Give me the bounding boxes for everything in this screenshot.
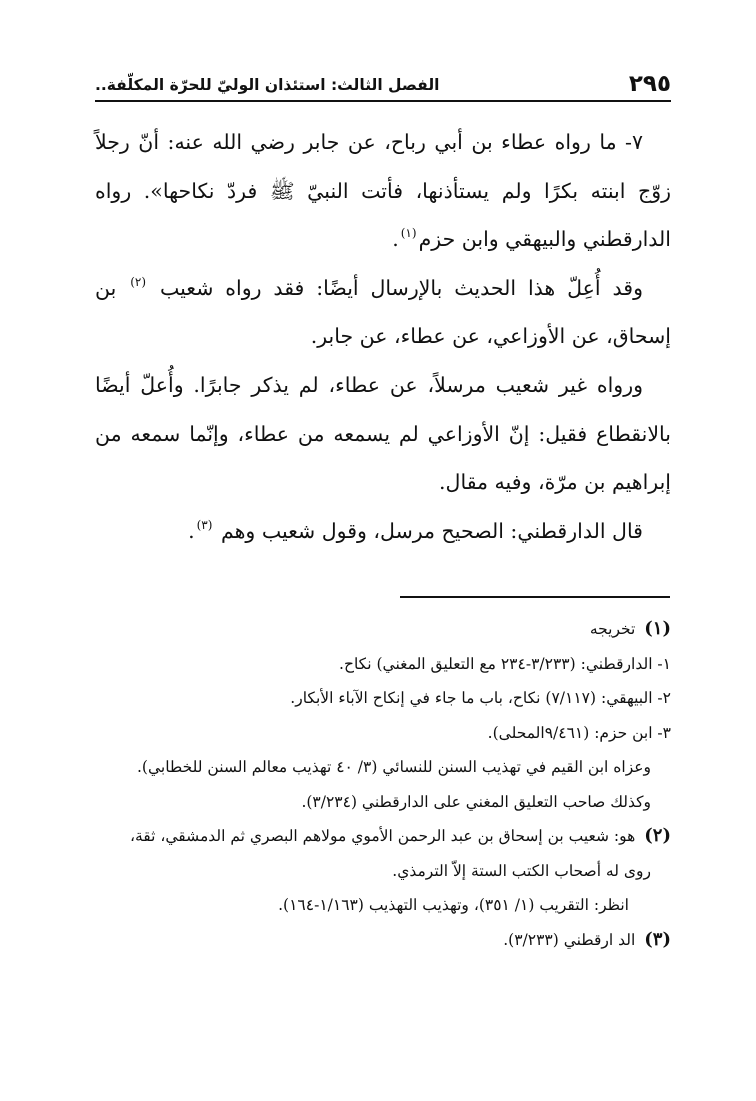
footnote-number: (٢) <box>644 825 671 846</box>
paragraph-irsal <box>95 264 671 361</box>
footnote-ref-3[interactable]: (٣) <box>196 517 213 532</box>
page-number: ٢٩٥ <box>628 71 671 97</box>
footnote-number: (١) <box>644 618 671 639</box>
page-header <box>95 70 671 102</box>
paragraph-text: ورواه غير شعيب مرسلاً، عن عطاء، لم يذكر جابرًا. وأُعلّ أيضًا بالانقطاع فقيل: إنّ الأوزاعي لم يسمعه من عطاء، وإنّما سمعه من إبراهيم بن مرّة، وفيه مقال. <box>95 372 671 495</box>
footnote-2-line-2: روى له أصحاب الكتب الستة إلاّ الترمذي. <box>392 861 651 880</box>
paragraph-end: . <box>392 227 399 252</box>
footnote-text: هو: شعيب بن إسحاق بن عبد الرحمن الأموي مولاهم البصري ثم الدمشقي، ثقة، <box>129 827 636 845</box>
main-text <box>95 118 671 555</box>
footnote-1-note-1: وعزاه ابن القيم في تهذيب السنن للنسائي (٣/ ٤٠ تهذيب معالم السنن للخطابي). <box>137 758 651 776</box>
footnote-title: تخريجه <box>589 620 636 638</box>
paragraph-text-cont: بن إسحاق، عن الأوزاعي، عن عطاء، عن جابر. <box>95 275 671 349</box>
footnotes <box>95 612 671 957</box>
footnote-1-source-2: ٢- البيهقي: (٧/١١٧) نكاح، باب ما جاء في إنكاح الآباء الأبكار. <box>290 689 671 707</box>
footnote-separator <box>400 596 670 598</box>
footnote-number: (٣) <box>644 928 671 950</box>
paragraph-end: . <box>188 518 195 543</box>
paragraph-text: قال الدارقطني: الصحيح مرسل، وقول شعيب وهم <box>220 518 643 543</box>
paragraph-hadith-7 <box>95 118 671 264</box>
footnote-2-line-3: انظر: التقريب (١/ ٣٥١)، وتهذيب التهذيب (١/١٦٣-١٦٤). <box>278 896 629 914</box>
footnote-1-heading <box>95 612 671 647</box>
footnote-ref-1[interactable]: (١) <box>400 226 417 241</box>
footnote-1-source-1: ١- الدارقطني: (٣/٢٣٣-٢٣٤ مع التعليق المغني) نكاح. <box>339 654 671 673</box>
footnote-1-source-3: ٣- ابن حزم: (٩/٤٦١المحلى). <box>487 723 671 742</box>
paragraph-text: ٧- ما رواه عطاء بن أبي رباح، عن جابر رضي الله عنه: أنّ رجلاً زوّج ابنته بكرًا ولم يستأذنها، فأتت النبيّ ﷺ فردّ نكاحها». رواه الدارقطني والبيهقي وابن حزم <box>95 130 671 252</box>
paragraph-inqita <box>95 361 671 507</box>
footnote-ref-2[interactable]: (٢) <box>130 274 147 289</box>
chapter-title: الفصل الثالث: استئذان الوليّ للحرّة المكلّفة.. <box>95 76 440 94</box>
paragraph-text: وقد أُعِلّ هذا الحديث بالإرسال أيضًا: فقد رواه شعيب <box>159 275 643 300</box>
footnote-3-line-1 <box>95 923 671 958</box>
footnote-1-note-2: وكذلك صاحب التعليق المغني على الدارقطني (٣/٢٣٤). <box>301 792 651 811</box>
footnote-2-line-1 <box>95 819 671 854</box>
footnote-text: الد ارقطني (٣/٢٣٣). <box>503 930 636 949</box>
paragraph-daraqutni <box>95 507 671 556</box>
